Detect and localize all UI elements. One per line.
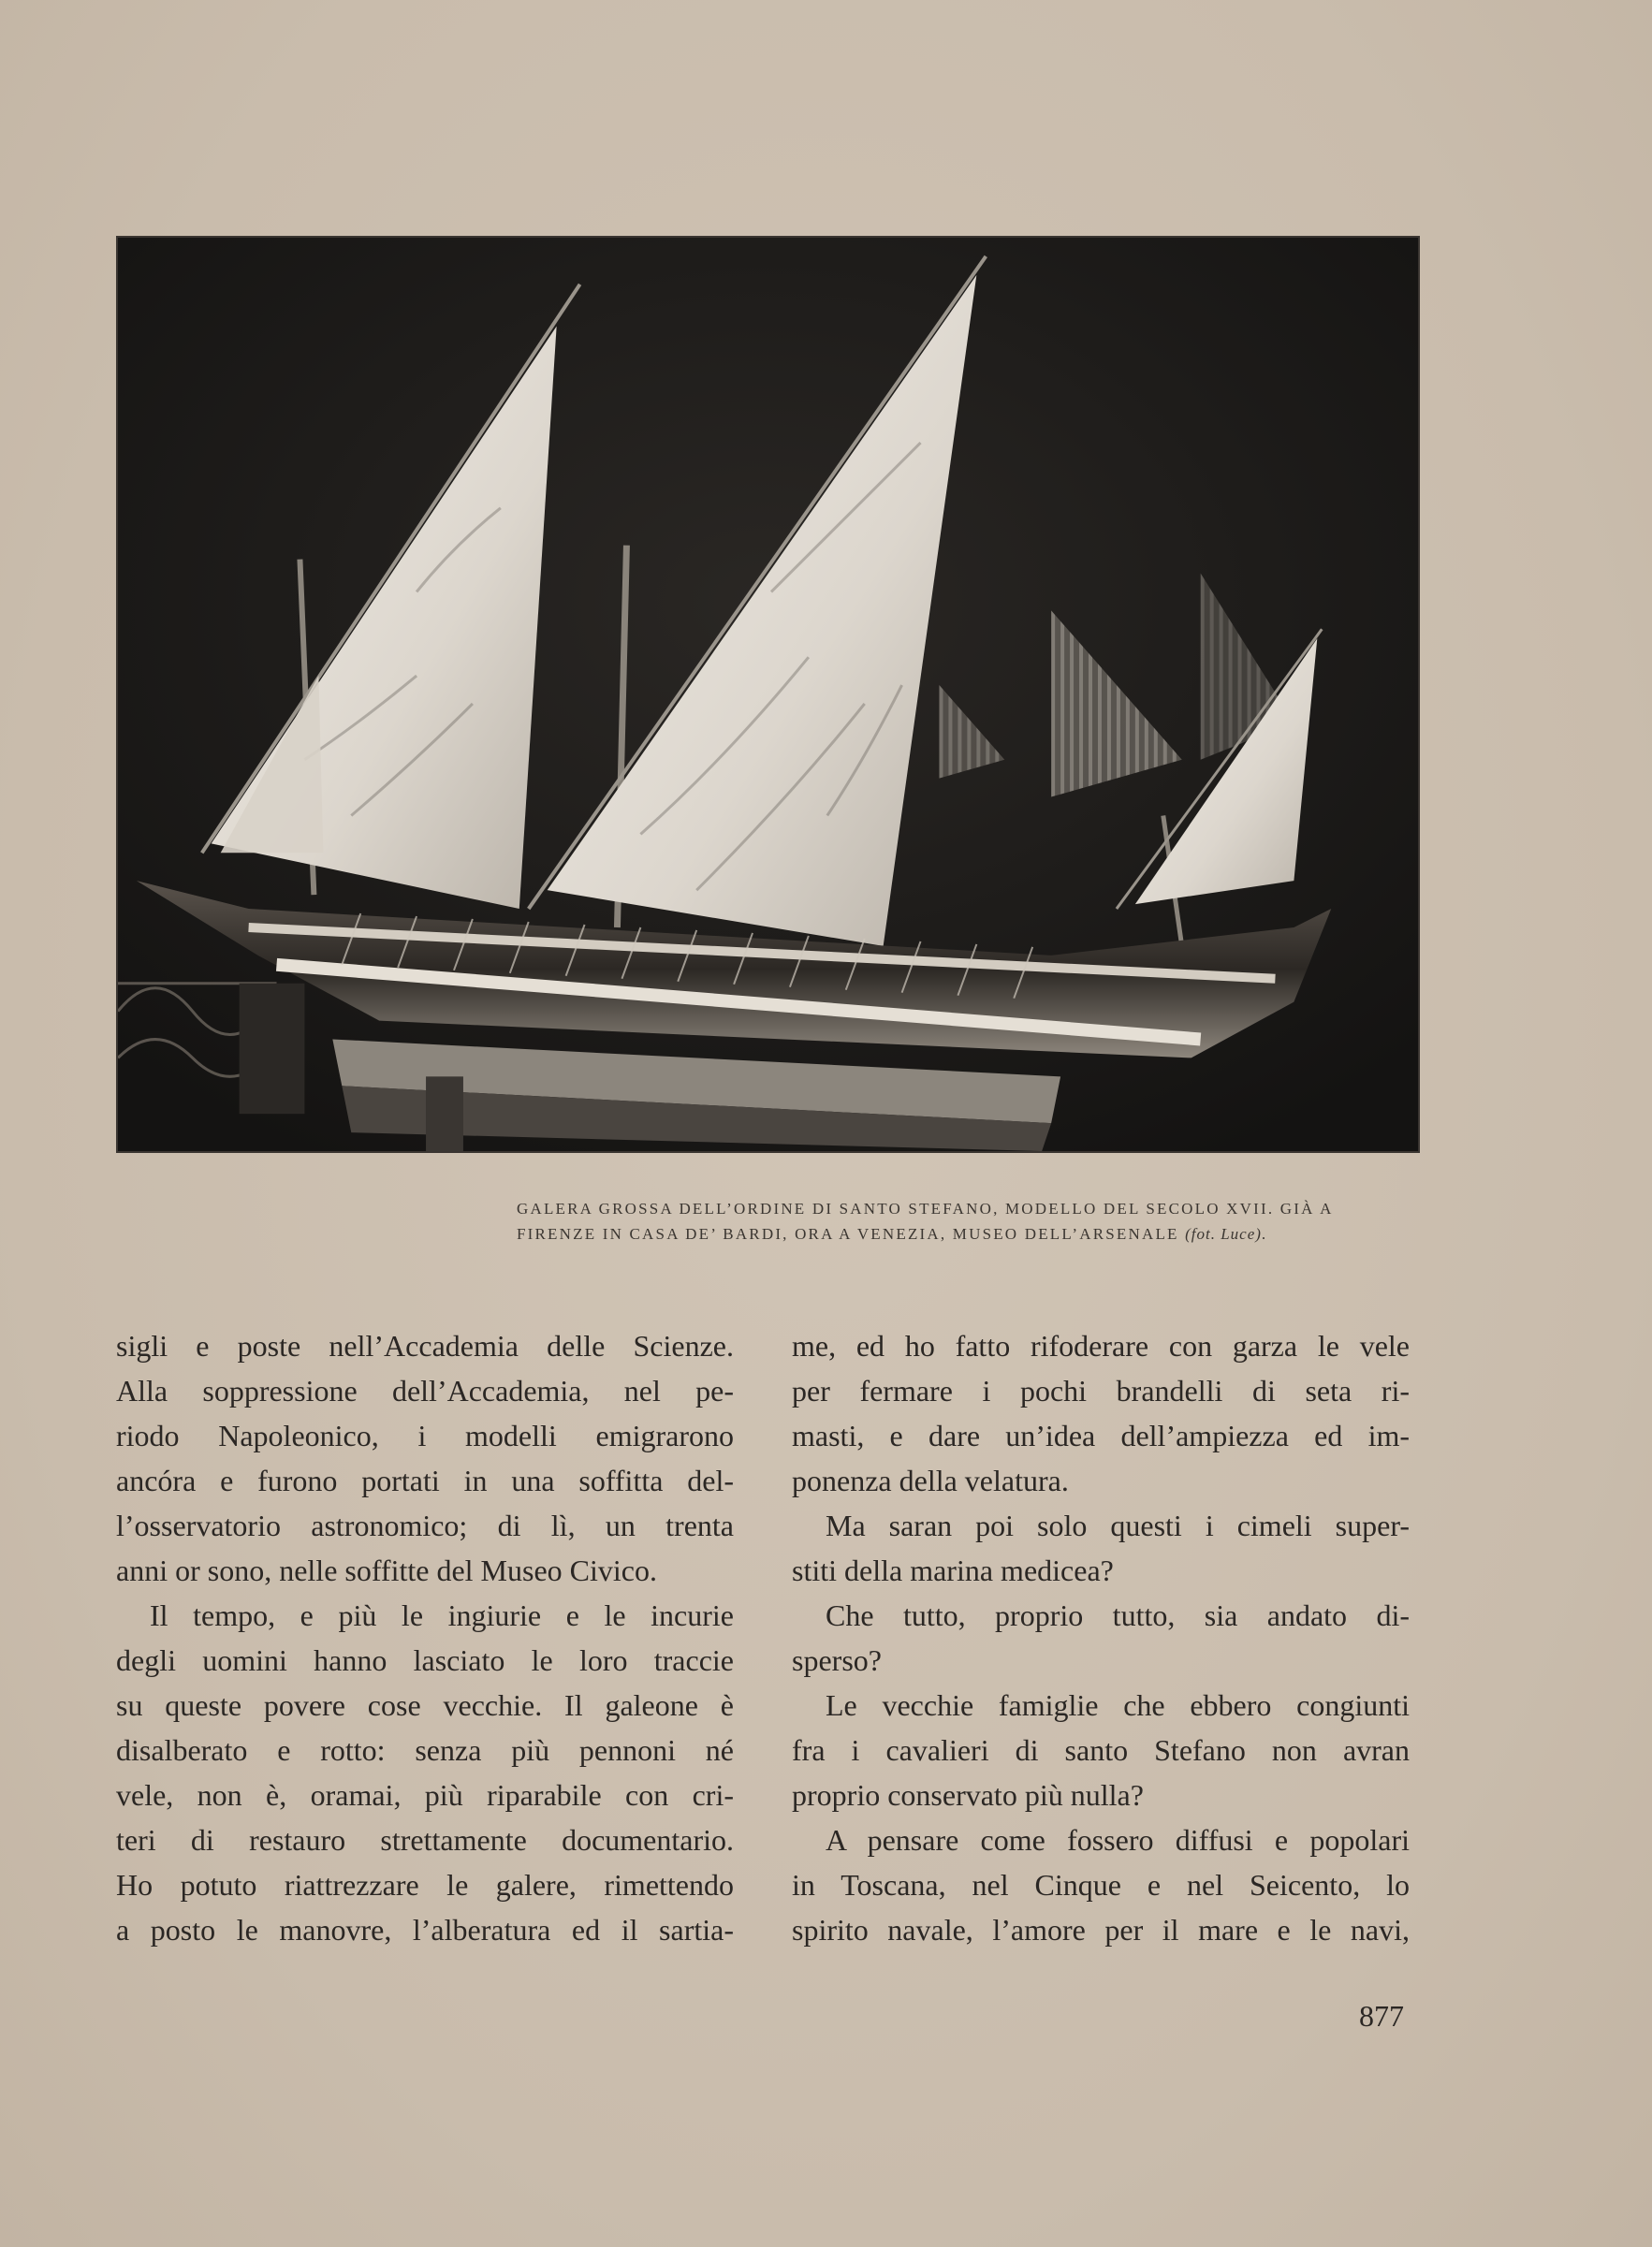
left-text-column [116,1323,734,1952]
text-line: sigli e poste nell’Accademia delle Scienze. [116,1329,734,1363]
text-line: l’osservatorio astronomico; di lì, un trenta [116,1509,734,1542]
text-line: proprio conservato più nulla? [792,1778,1144,1812]
right-text-column [792,1323,1410,1952]
page-number: 877 [1359,1999,1404,2033]
text-line: su queste povere cose vecchie. Il galeone è [116,1688,734,1722]
caption-line-1: GALERA GROSSA DELL’ORDINE DI SANTO STEFANO, MODELLO DEL SECOLO XVII. GIÀ A [517,1200,1334,1218]
text-line: Le vecchie famiglie che ebbero congiunti [826,1688,1410,1722]
text-line: a posto le manovre, l’alberatura ed il sartia- [116,1913,734,1947]
text-line: disalberato e rotto: senza più pennoni né [116,1733,734,1767]
text-line: me, ed ho fatto rifoderare con garza le vele [792,1329,1410,1363]
text-line: Ma saran poi solo questi i cimeli super- [826,1509,1410,1542]
caption-line-2: FIRENZE IN CASA DE’ BARDI, ORA A VENEZIA, MUSEO DELL’ARSENALE [517,1225,1186,1243]
galley-model-illustration [118,238,1418,1151]
text-line: Il tempo, e più le ingiurie e le incurie [150,1598,734,1632]
text-line: in Toscana, nel Cinque e nel Seicento, lo [792,1868,1410,1902]
caption-end: . [1261,1225,1268,1243]
text-line: Ho potuto riattrezzare le galere, rimettendo [116,1868,734,1902]
text-line: spirito navale, l’amore per il mare e le navi, [792,1913,1410,1947]
text-line: riodo Napoleonico, i modelli emigrarono [116,1419,734,1452]
text-line: Che tutto, proprio tutto, sia andato di- [826,1598,1410,1632]
text-line: vele, non è, oramai, più riparabile con cri- [116,1778,734,1812]
text-line: ancóra e furono portati in una soffitta del- [116,1464,734,1497]
text-line: degli uomini hanno lasciato le loro traccie [116,1643,734,1677]
text-line: teri di restauro strettamente documentario. [116,1823,734,1857]
photo-credit: (fot. Luce) [1185,1225,1262,1243]
photo-caption [517,1196,1396,1247]
text-line: ponenza della velatura. [792,1464,1069,1497]
text-line: anni or sono, nelle soffitte del Museo Civico. [116,1554,657,1587]
text-line: sperso? [792,1643,882,1677]
text-line: A pensare come fossero diffusi e popolari [826,1823,1410,1857]
text-line: per fermare i pochi brandelli di seta ri- [792,1374,1410,1408]
text-line: stiti della marina medicea? [792,1554,1114,1587]
galley-model-photograph [116,236,1420,1153]
text-line: masti, e dare un’idea dell’ampiezza ed im- [792,1419,1410,1452]
text-line: Alla soppressione dell’Accademia, nel pe- [116,1374,734,1408]
text-line: fra i cavalieri di santo Stefano non avran [792,1733,1410,1767]
